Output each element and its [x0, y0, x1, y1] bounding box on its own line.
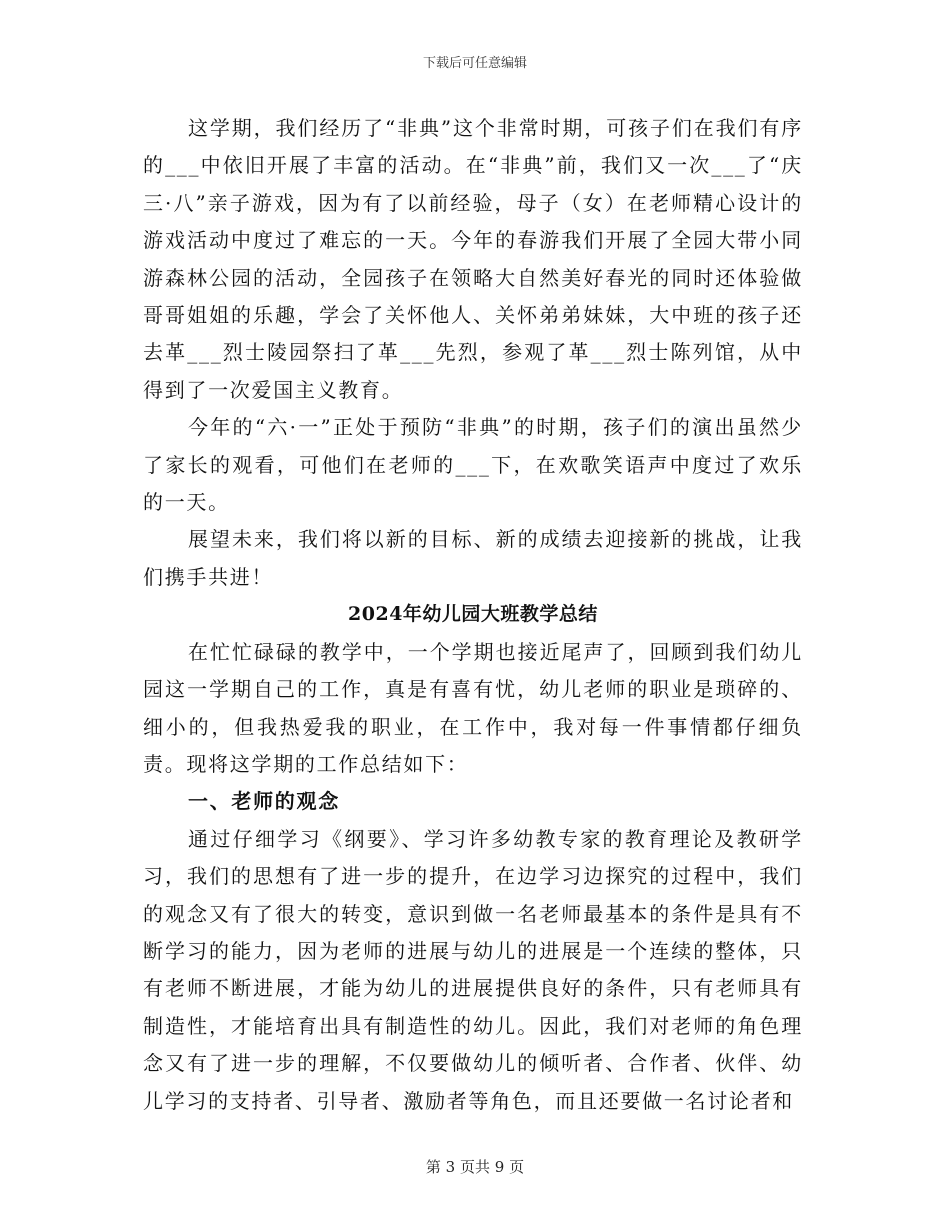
- paragraph-teacher-concept: 通过仔细学习《纲要》、学习许多幼教专家的教育理论及教研学习，我们的思想有了进一步的提升，在边学习边探究的过程中，我们的观念又有了很大的转变，意识到做一名老师最基本的条件是具有不断学习的能力，因为老师的进展与幼儿的进展是一个连续的整体，只有老师不断进展，才能为幼儿的进展提供良好的条件，只有老师具有制造性，才能培育出具有制造性的幼儿。因此，我们对老师的角色理念又有了进一步的理解，不仅要做幼儿的倾听者、合作者、伙伴、幼儿学习的支持者、引导者、激励者等角色，而且还要做一名讨论者和: [143, 826, 803, 1113]
- paragraph-outlook: 展望未来，我们将以新的目标、新的成绩去迎接新的挑战，让我们携手共进！: [143, 527, 803, 589]
- page-header: 下载后可任意编辑: [422, 56, 527, 71]
- document-body: [143, 110, 803, 1120]
- subheading-teacher-concept: 一、老师的观念: [188, 789, 340, 814]
- paragraph-intro: 在忙忙碌碌的教学中，一个学期也接近尾声了，回顾到我们幼儿园这一学期自己的工作，真是有喜有忧，幼儿老师的职业是琐碎的、细小的，但我热爱我的职业，在工作中，我对每一件事情都仔细负责。现将这学期的工作总结如下：: [143, 639, 803, 776]
- paragraph-june-first: 今年的“六·一”正处于预防“非典”的时期，孩子们的演出虽然少了家长的观看，可他们在老师的___下，在欢歌笑语声中度过了欢乐的一天。: [143, 415, 803, 515]
- section-title: 2024年幼儿园大班教学总结: [348, 603, 598, 626]
- page-footer: 第 3 页共 9 页: [425, 1158, 525, 1176]
- paragraph-activities: 这学期，我们经历了“非典”这个非常时期，可孩子们在我们有序的___中依旧开展了丰富的活动。在“非典”前，我们又一次___了“庆三·八”亲子游戏，因为有了以前经验，母子（女）在老师精心设计的游戏活动中度过了难忘的一天。今年的春游我们开展了全园大带小同游森林公园的活动，全园孩子在领略大自然美好春光的同时还体验做哥哥姐姐的乐趣，学会了关怀他人、关怀弟弟妹妹，大中班的孩子还去革___烈士陵园祭扫了革___先烈，参观了革___烈士陈列馆，从中得到了一次爱国主义教育。: [143, 116, 803, 402]
